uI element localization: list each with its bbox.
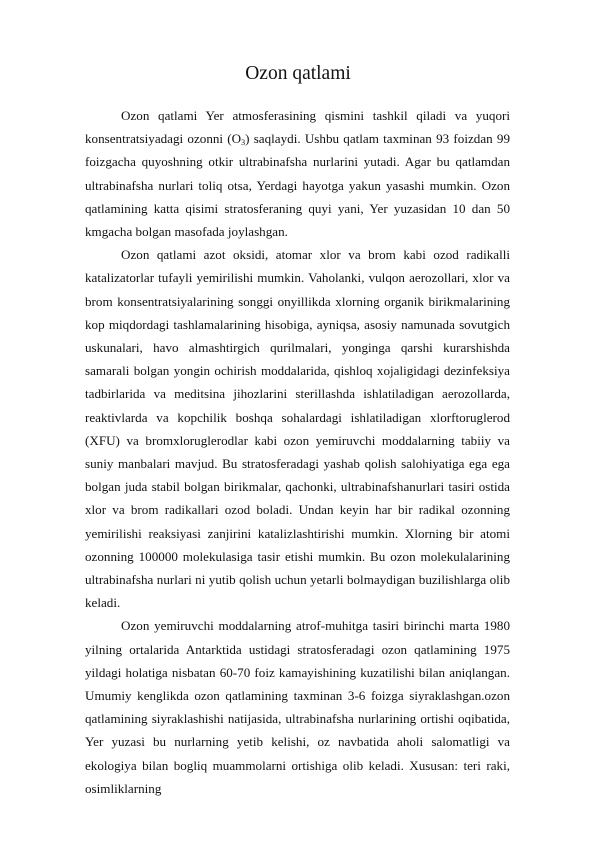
document-title: Ozon qatlami (245, 63, 351, 84)
paragraph-3: Ozon yemiruvchi moddalarning atrof-muhitga tasiri birinchi marta 1980 yilning ortalarida Antarktida ustidagi stratosferadagi ozon qatlamining 1975 yildagi holatiga nisbatan 60-70 foiz kamayishining kuzatilishi bilan aniqlangan. Umumiy kenglikda ozon qatlamining taxminan 3-6 foizga siyraklashgan.ozon qatlamining siyraklashishi natijasida, ultrabinafsha nurlarining ortishi oqibatida, Yer yuzasi bu nurlarning yetib kelishi, oz navbatida aholi salomatligi va ekologiya bilan bogliq muammolarni ortishiga olib keladi. Xususan: teri raki, osimliklarning (85, 618, 510, 796)
paragraph-1-text-start: Ozon qatlami Yer atmosferasining qismini tashkil qiladi va yuqori konsentratsiyadagi ozonni (O (85, 108, 510, 147)
paragraph-1 (85, 104, 510, 243)
paragraph-2: Ozon qatlami azot oksidi, atomar xlor va brom kabi ozod radikalli katalizatorlar tufayli yemirilishi mumkin. Vaholanki, vulqon aerozollari, xlor va brom konsentratsiyalarining songgi onyillikda xlorning organik birikmalarining kop miqdordagi tashlamalarining hisobiga, ayniqsa, asosiy namunada sovutgich uskunalari, havo almashtirgich qurilmalari, yonginga qarshi kurarshishda samarali bolgan yongin ochirish moddalarida, qishloq xojaligidagi dezinfeksiya tadbirlarida va meditsina jihozlarini sterillashda ishlatiladigan aerozollarda, reaktivlarda va kopchilik boshqa sohalardagi ishlatiladigan xlorftoruglerod (XFU) va bromxloruglerodlar kabi ozon yemiruvchi moddalarning tabiiy va suniy manbalari mavjud. Bu stratosferadagi yashab qolish salohiyatiga ega ega bolgan juda stabil bolgan birikmalar, qachonki, ultrabinafshanurlari tasiri ostida xlor va brom radikallari ozod boladi. Undan keyin har bir radikal ozonning yemirilishi reaksiyasi zanjirini katalizlashtirishi mumkin. Xlorning bir atomi ozonning 100000 molekulasiga tasir etishi mumkin. Bu ozon molekulalarining ultrabinafsha nurlari ni yutib qolish uchun yetarli bolmaydigan buzilishlarga olib keladi. (85, 247, 510, 611)
ozone-subscript: 3 (241, 138, 246, 148)
document-body (85, 104, 510, 800)
paragraph-1-text-end: ) saqlaydi. Ushbu qatlam taxminan 93 foizdan 99 foizgacha quyoshning otkir ultrabinafsha nurlarini yutadi. Agar bu qatlamdan ultrabinafsha nurlari toliq otsa, Yerdagi hayotga yakun yasashi mumkin. Ozon qatlamining katta qisimi stratosferaning quyi yani, Yer yuzasidan 10 dan 50 kmgacha bolgan masofada joylashgan. (85, 131, 510, 240)
